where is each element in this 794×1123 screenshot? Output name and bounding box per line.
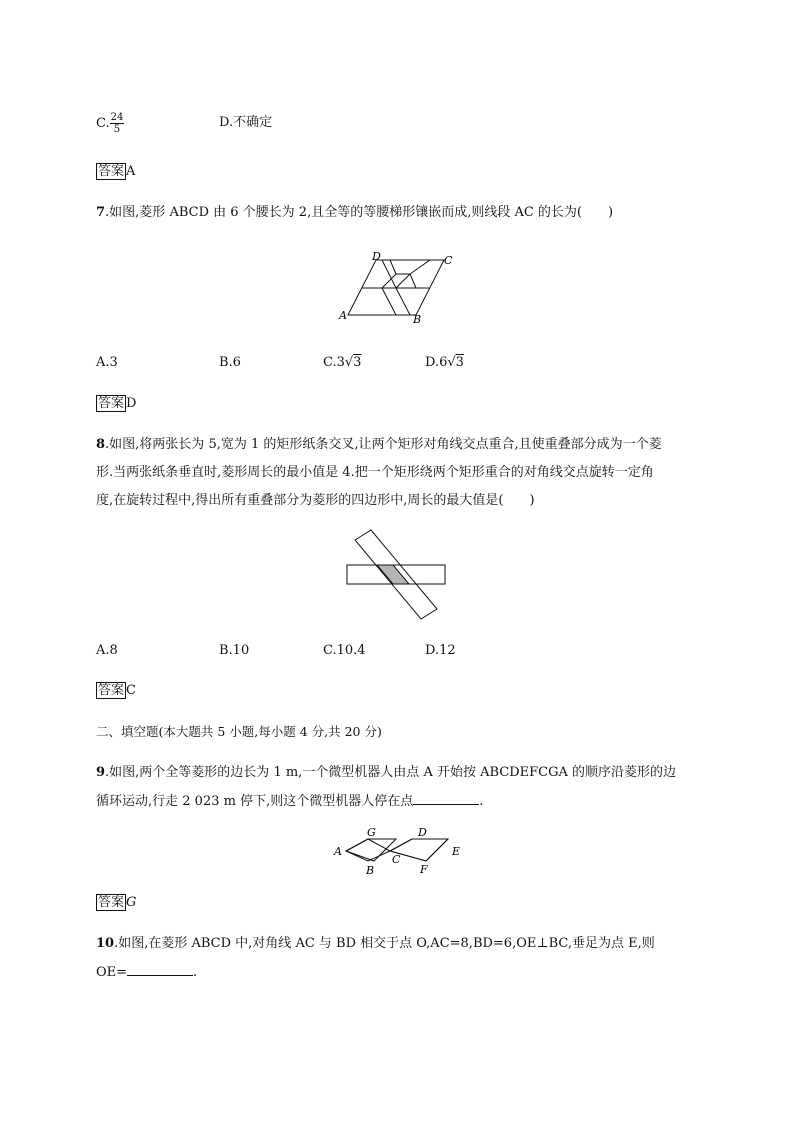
answer-label: 答案 <box>98 396 125 411</box>
option-prefix: D.6√ <box>425 355 456 370</box>
q7-answer <box>96 395 136 413</box>
edge-fe <box>426 839 448 861</box>
q9-text-line2: 循环运动,行走 2 023 m 停下,则这个微型机器人停在点 <box>96 794 414 809</box>
trapezoid-edge <box>382 274 396 288</box>
answer-label: 答案 <box>98 164 125 179</box>
period: . <box>193 965 198 980</box>
q8-option-c: C.10.4 <box>323 643 366 658</box>
trapezoid-edge <box>382 260 396 288</box>
q8-option-d: D.12 <box>425 643 456 658</box>
q9-figure-two-rhombi <box>330 822 466 878</box>
trapezoid-edge <box>382 288 396 315</box>
q7-option-d <box>425 354 464 372</box>
q6-answer <box>96 163 135 181</box>
period: . <box>479 794 484 809</box>
q10-stem-line2 <box>96 963 197 982</box>
label-b: B <box>413 313 422 326</box>
label-b: B <box>366 864 375 877</box>
q7-text: .如图,菱形 ABCD 由 6 个腰长为 2,且全等的等腰梯形镶嵌而成,则线段 AC 的长为( ) <box>105 205 614 220</box>
label-d: D <box>372 250 381 263</box>
label-c: C <box>392 853 401 866</box>
q10-stem-line1 <box>96 935 655 953</box>
q9-stem-line2 <box>96 792 483 811</box>
edge-gc <box>368 839 390 851</box>
q10-text: .如图,在菱形 ABCD 中,对角线 AC 与 BD 相交于点 O,AC=8,BD=6,OE⊥BC,垂足为点 E,则 <box>114 936 655 951</box>
q8-figure-crossed-strips <box>340 527 452 623</box>
q9-text: .如图,两个全等菱形的边长为 1 m,一个微型机器人由点 A 开始按 ABCDEFCGA 的顺序沿菱形的边 <box>105 765 677 780</box>
label-g: G <box>367 826 376 839</box>
question-number: 9 <box>96 765 106 780</box>
fraction <box>110 112 125 135</box>
q7-figure-rhombus <box>335 248 465 328</box>
label-a: A <box>334 845 342 858</box>
q7-option-c <box>323 354 361 372</box>
trapezoid-edge <box>396 288 410 315</box>
label-e: E <box>452 845 461 858</box>
fraction-numerator: 24 <box>110 112 124 123</box>
answer-value: A <box>126 164 136 179</box>
radicand: 3 <box>353 355 362 370</box>
option-prefix: C.3√ <box>323 355 354 370</box>
label-a: A <box>339 309 347 322</box>
q8-stem-line2: 形.当两张纸条垂直时,菱形周长的最小值是 4.把一个矩形绕两个矩形重合的对角线交点旋转一定角 <box>96 465 654 480</box>
q6-option-c-prefix: C. <box>96 116 110 131</box>
question-number: 7 <box>96 205 106 220</box>
answer-value: G <box>126 895 137 910</box>
answer-label: 答案 <box>98 683 125 698</box>
radicand: 3 <box>455 355 464 370</box>
edge-abc <box>346 851 390 861</box>
fraction-denominator: 5 <box>113 124 121 135</box>
answer-blank <box>127 963 193 976</box>
label-d: D <box>418 826 427 839</box>
trapezoid-edge <box>390 260 396 274</box>
q9-answer <box>96 894 136 912</box>
question-number: 10 <box>96 936 115 951</box>
q8-stem-line1 <box>96 436 662 454</box>
label-c: C <box>444 254 453 267</box>
q7-stem <box>96 204 613 222</box>
q8-option-a: A.8 <box>96 643 118 658</box>
q10-text-line2: OE= <box>96 965 128 980</box>
q8-option-b: B.10 <box>219 643 250 658</box>
section-heading: 二、填空题(本大题共 5 小题,每小题 4 分,共 20 分) <box>96 724 382 739</box>
q8-text: .如图,将两张长为 5,宽为 1 的矩形纸条交叉,让两个矩形对角线交点重合,且使重叠部分成为一个菱 <box>105 437 662 452</box>
edge-cde <box>390 839 448 851</box>
q8-answer <box>96 682 136 700</box>
q6-option-d: D.不确定 <box>219 115 273 130</box>
q7-option-b: B.6 <box>219 355 241 370</box>
q9-stem-line1 <box>96 764 676 782</box>
answer-value: D <box>126 396 137 411</box>
label-f: F <box>420 863 428 876</box>
q8-stem-line3: 度,在旋转过程中,得出所有重叠部分为菱形的四边形中,周长的最大值是( ) <box>96 493 535 508</box>
overlap-rhombus <box>377 565 409 584</box>
trapezoid-edge <box>410 260 430 274</box>
q7-option-a: A.3 <box>96 355 118 370</box>
answer-value: C <box>126 683 136 698</box>
answer-blank <box>413 792 479 805</box>
question-number: 8 <box>96 437 106 452</box>
trapezoid-edge <box>396 274 410 288</box>
trapezoid-edge <box>410 274 416 288</box>
q6-option-c <box>96 112 124 135</box>
answer-label: 答案 <box>98 895 125 910</box>
